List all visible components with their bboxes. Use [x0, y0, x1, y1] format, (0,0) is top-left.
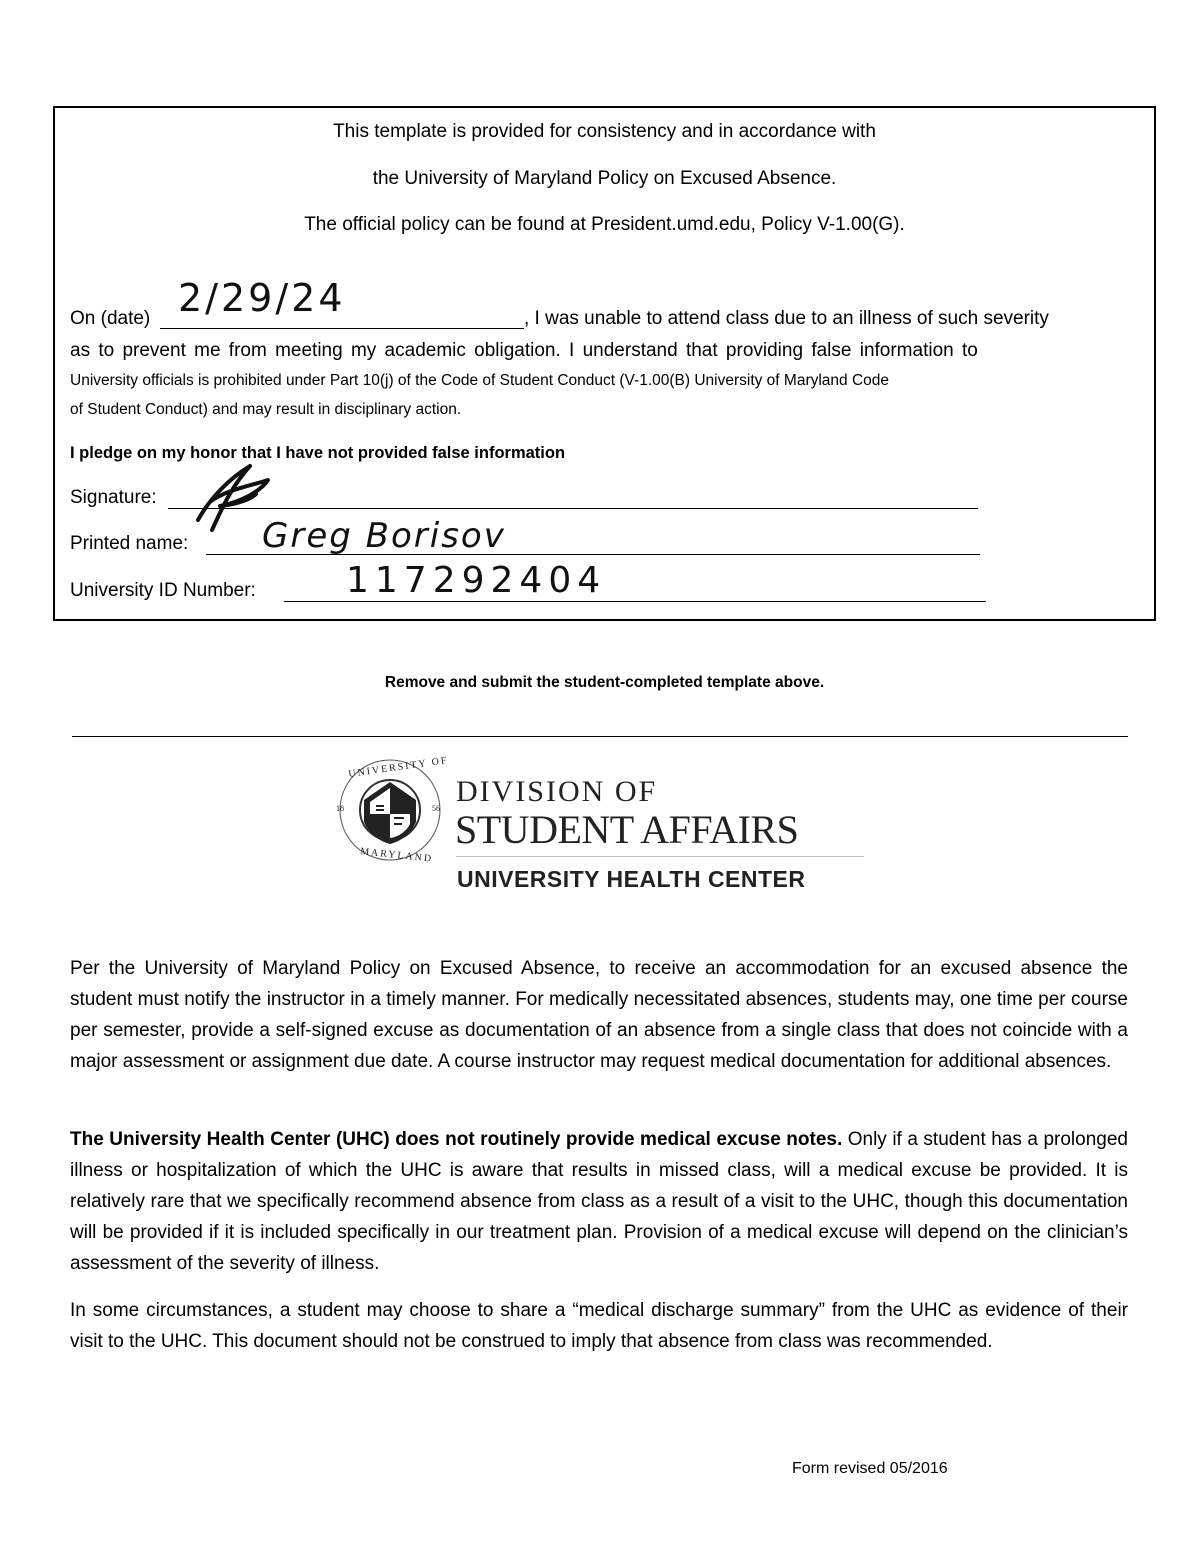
- remove-note: Remove and submit the student-completed template above.: [384, 674, 825, 691]
- cut-divider: [72, 736, 1128, 737]
- header-line-1: This template is provided for consistency and in accordance with: [333, 121, 876, 142]
- statement-line-4: of Student Conduct) and may result in disciplinary action.: [70, 401, 462, 418]
- seal-year-left: 18: [336, 804, 344, 813]
- signature-field-line[interactable]: [168, 508, 978, 509]
- printed-name-label: Printed name:: [70, 533, 189, 554]
- header-line-2: the University of Maryland Policy on Excused Absence.: [372, 168, 837, 189]
- university-id-label: University ID Number:: [70, 580, 256, 601]
- seal-top-text: UNIVERSITY OF: [347, 755, 450, 780]
- date-handwritten: 2/29/24: [178, 276, 346, 320]
- statement-line-3: University officials is prohibited under Part 10(j) of the Code of Student Conduct (V-1.00(B) University of Maryland Code: [70, 372, 890, 389]
- paragraph-excused-absence: Per the University of Maryland Policy on Excused Absence, to receive an accommodation for an excused absence the student must notify the instructor in a timely manner. For medically necessitated absences, students may, one time per course per semester, provide a self-signed excuse as documentation of an absence from a single class that does not coincide with a major assessment or assignment due date. A course instructor may request medical documentation for additional absences.: [70, 958, 1128, 1072]
- seal-year-right: 56: [432, 804, 440, 813]
- seal-bottom-text: MARYLAND: [359, 846, 434, 865]
- paragraph-discharge-summary: In some circumstances, a student may choose to share a “medical discharge summary” from the UHC as evidence of their visit to the UHC. This document should not be construed to imply that absence from class was recommended.: [70, 1300, 1128, 1352]
- header-line-3: The official policy can be found at President.umd.edu, Policy V-1.00(G).: [304, 214, 905, 235]
- on-date-label: On (date): [70, 308, 151, 329]
- paragraph-uhc-policy-rest: Only if a student has a prolonged illness or hospitalization of which the UHC is aware that results in missed class, will a medical excuse be provided. It is relatively rare that we specifically recommend absence from class as a result of a visit to the UHC, though this documentation will be provided if it is included specifically in our treatment plan. Provision of a medical excuse will depend on the clinician’s assessment of the severity of illness.: [70, 1129, 1128, 1274]
- university-id-field-line[interactable]: [284, 601, 986, 602]
- university-id-handwritten: 117292404: [346, 560, 607, 601]
- date-field-line[interactable]: [160, 328, 524, 329]
- form-revised-note: Form revised 05/2016: [792, 1460, 948, 1477]
- statement-line-1: , I was unable to attend class due to an illness of such severity: [524, 308, 1049, 329]
- paragraph-uhc-policy: [70, 1124, 1128, 1279]
- signature-label: Signature:: [70, 487, 157, 508]
- division-of-text: DIVISION OF: [456, 775, 658, 808]
- student-affairs-text: STUDENT AFFAIRS: [455, 807, 799, 852]
- honor-pledge: I pledge on my honor that I have not provided false information: [70, 444, 566, 462]
- statement-line-2: as to prevent me from meeting my academic obligation. I understand that providing false information to: [70, 340, 978, 361]
- paragraph-uhc-policy-bold: The University Health Center (UHC) does not routinely provide medical excuse notes.: [70, 1129, 843, 1150]
- printed-name-handwritten: Greg Borisov: [262, 516, 506, 556]
- health-center-text: UNIVERSITY HEALTH CENTER: [457, 866, 806, 892]
- logo-rule: [456, 856, 864, 857]
